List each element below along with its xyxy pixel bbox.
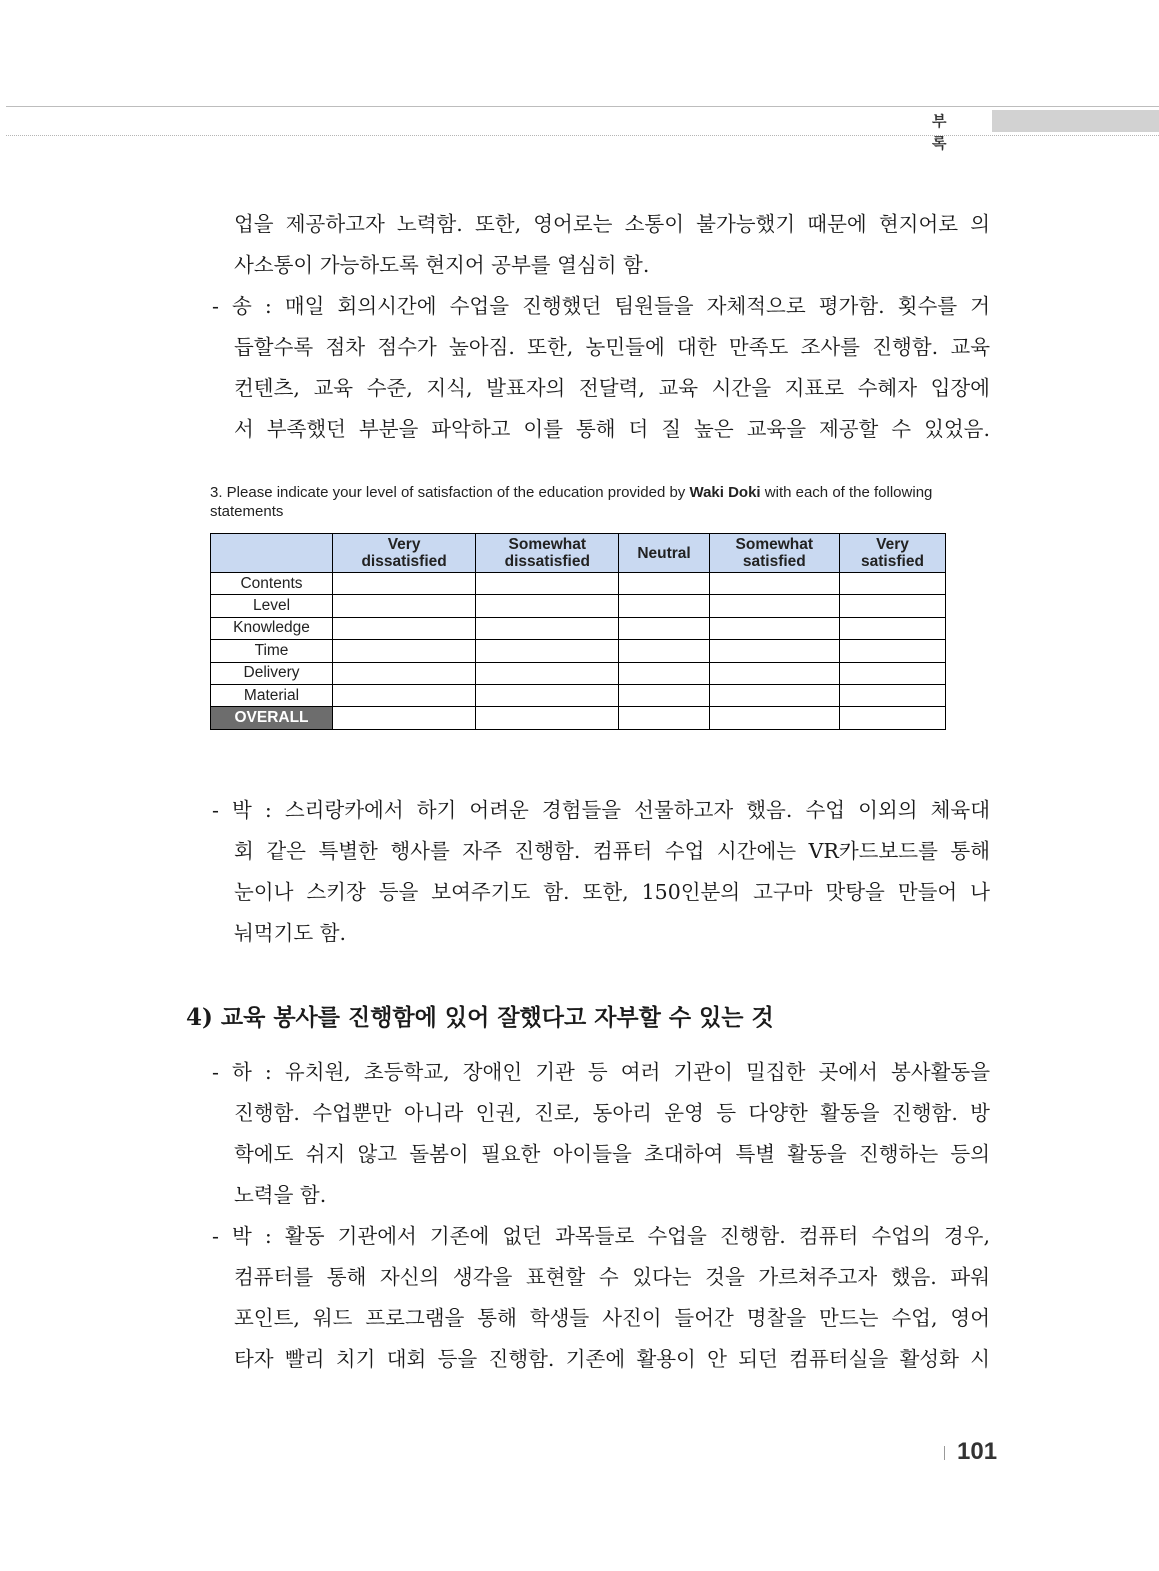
text-line: - 박 : 스리랑카에서 하기 어려운 경험들을 선물하고자 했음. 수업 이외의 체육대 xyxy=(212,798,990,822)
section-heading: 4) 교육 봉사를 진행함에 있어 잘했다고 자부할 수 있는 것 xyxy=(186,1004,774,1031)
table-row xyxy=(211,640,946,662)
paragraph-park-2 xyxy=(212,1216,990,1380)
table-row xyxy=(211,684,946,706)
text-line: 회 같은 특별한 행사를 자주 진행함. 컴퓨터 수업 시간에는 VR카드보드를 통해 xyxy=(234,839,990,863)
paragraph-ha xyxy=(212,1052,990,1216)
overall-label: OVERALL xyxy=(211,707,333,729)
text-line: 노력을 함. xyxy=(234,1183,327,1207)
survey-question: 3. Please indicate your level of satisfaction of the education provided by Waki Doki with each of the following statements xyxy=(210,484,933,520)
col-header: Very dissatisfied xyxy=(333,534,476,573)
row-label: Delivery xyxy=(211,662,333,684)
text-line: - 송 : 매일 회의시간에 수업을 진행했던 팀원들을 자체적으로 평가함. 횟수를 거 xyxy=(212,294,990,318)
text-line: 눈이나 스키장 등을 보여주기도 함. 또한, 150인분의 고구마 맛탕을 만들어 나 xyxy=(234,880,990,904)
table-row xyxy=(211,595,946,617)
text-line: 서 부족했던 부분을 파악하고 이를 통해 더 질 높은 교육을 제공할 수 있었음. xyxy=(234,417,990,441)
text-line: 타자 빨리 치기 대회 등을 진행함. 기존에 활용이 안 되던 컴퓨터실을 활성화 시 xyxy=(234,1347,990,1371)
text-line: 진행함. 수업뿐만 아니라 인권, 진로, 동아리 운영 등 다양한 활동을 진행함. 방 xyxy=(234,1101,990,1125)
survey-question-bold: Waki Doki xyxy=(689,484,761,501)
page-number: 101 xyxy=(944,1438,997,1466)
satisfaction-table xyxy=(210,533,946,730)
text-line: 컴퓨터를 통해 자신의 생각을 표현할 수 있다는 것을 가르쳐주고자 했음. 파워 xyxy=(234,1265,990,1289)
row-label: Contents xyxy=(211,573,333,595)
header-rule xyxy=(6,106,1159,107)
text-line: 컨텐츠, 교육 수준, 지식, 발표자의 전달력, 교육 시간을 지표로 수혜자 입장에 xyxy=(234,376,990,400)
text-line: 학에도 쉬지 않고 돌봄이 필요한 아이들을 초대하여 특별 활동을 진행하는 등의 xyxy=(234,1142,990,1166)
paragraph-continuation xyxy=(212,204,990,286)
table-row-overall xyxy=(211,707,946,729)
table-row xyxy=(211,662,946,684)
text-line: - 하 : 유치원, 초등학교, 장애인 기관 등 여러 기관이 밀집한 곳에서 봉사활동을 xyxy=(212,1060,990,1084)
text-line: 듭할수록 점차 점수가 높아짐. 또한, 농민들에 대한 만족도 조사를 진행함. 교육 xyxy=(234,335,990,359)
table-row xyxy=(211,573,946,595)
header-section-label: 부 록 xyxy=(932,112,961,152)
page-number-divider xyxy=(944,1446,945,1460)
col-header: Somewhat satisfied xyxy=(709,534,839,573)
row-label: Level xyxy=(211,595,333,617)
row-label: Knowledge xyxy=(211,617,333,639)
header-dotted-rule xyxy=(6,135,1159,136)
col-header: Neutral xyxy=(619,534,709,573)
text-line: 사소통이 가능하도록 현지어 공부를 열심히 함. xyxy=(234,253,650,277)
table-row xyxy=(211,617,946,639)
col-header: Somewhat dissatisfied xyxy=(476,534,619,573)
row-label: Time xyxy=(211,640,333,662)
text-line: 포인트, 워드 프로그램을 통해 학생들 사진이 들어간 명찰을 만드는 수업, 영어 xyxy=(234,1306,990,1330)
col-header: Very satisfied xyxy=(839,534,945,573)
table-corner xyxy=(211,534,333,573)
text-line: 눠먹기도 함. xyxy=(234,921,347,945)
satisfaction-survey xyxy=(210,483,950,727)
text-line: - 박 : 활동 기관에서 기존에 없던 과목들로 수업을 진행함. 컴퓨터 수업의 경우, xyxy=(212,1224,990,1248)
paragraph-song xyxy=(212,286,990,450)
paragraph-park-1 xyxy=(212,790,990,954)
row-label: Material xyxy=(211,684,333,706)
header-bar xyxy=(992,110,1159,132)
text-line: 업을 제공하고자 노력함. 또한, 영어로는 소통이 불가능했기 때문에 현지어로 의 xyxy=(234,212,990,236)
